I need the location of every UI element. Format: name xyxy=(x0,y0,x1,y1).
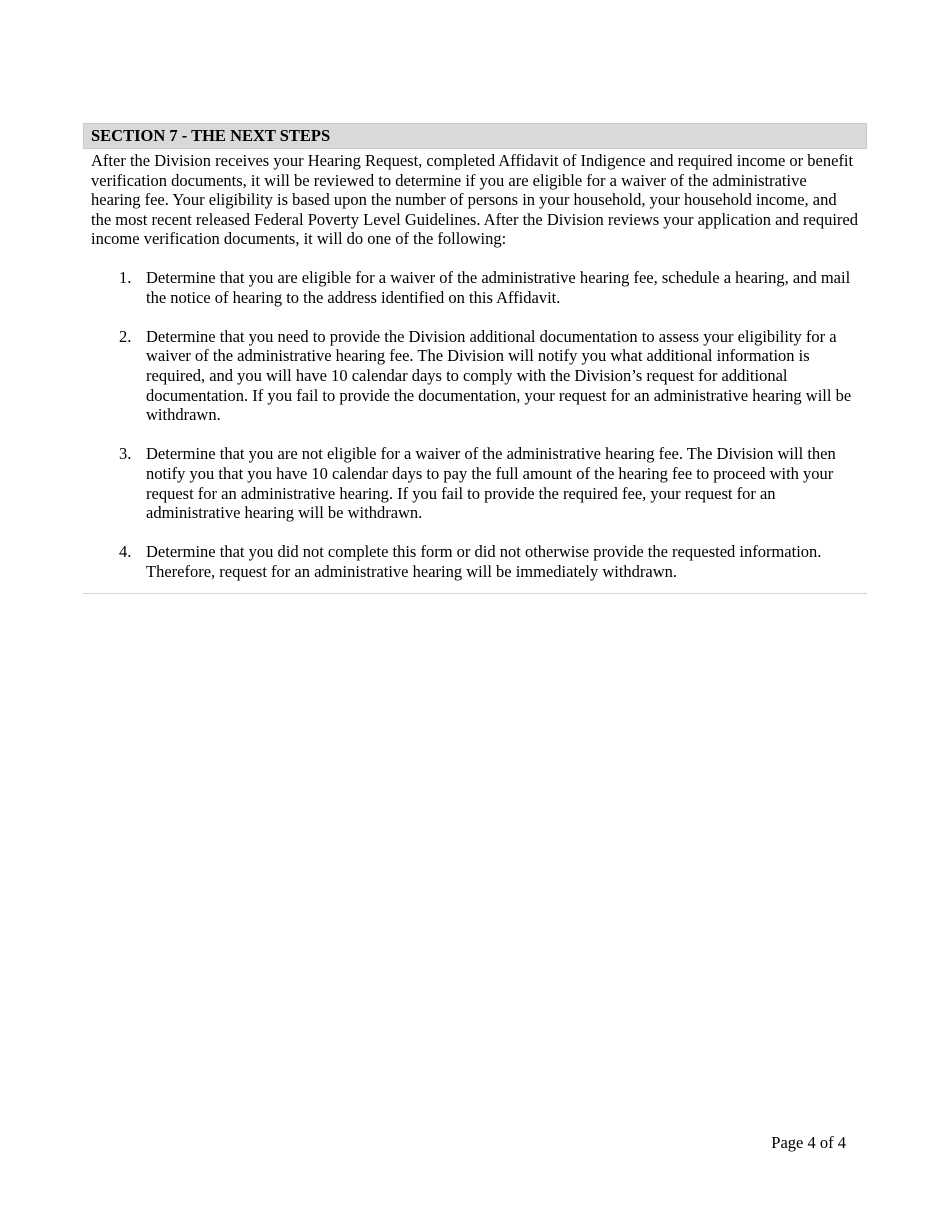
list-item-text: Determine that you are eligible for a waiver of the administrative hearing fee, schedule a hearing, and mail the notice of hearing to the address identified on this Affidavit. xyxy=(146,267,851,307)
steps-list xyxy=(83,268,867,582)
list-item-number: 1. xyxy=(119,267,132,287)
list-item-text: Determine that you did not complete this form or did not otherwise provide the requested information. Therefore, request for an administrative hearing will be immediately withdrawn. xyxy=(146,542,822,581)
section-header: SECTION 7 - THE NEXT STEPS xyxy=(83,123,867,149)
list-item-text: Determine that you are not eligible for a waiver of the administrative hearing fee. The Division will then notify you that you have 10 calendar days to pay the full amount of the hearing fee to proceed with your request for an administrative hearing. If you fail to provide the required fee, your request for an administrative hearing will be withdrawn. xyxy=(146,444,836,523)
intro-paragraph: After the Division receives your Hearing Request, completed Affidavit of Indigence and required income or benefit verification documents, it will be reviewed to determine if you are eligible for a waiver of the administrative hearing fee. Your eligibility is based upon the number of persons in your household, your household income, and the most recent released Federal Poverty Level Guidelines. After the Division reviews your application and required income verification documents, it will do one of the following: xyxy=(91,151,859,249)
list-item xyxy=(83,268,867,307)
list-item-number: 2. xyxy=(119,326,132,346)
section-7 xyxy=(83,123,867,594)
list-item-number: 4. xyxy=(119,542,132,562)
list-item xyxy=(83,444,867,522)
page-number: Page 4 of 4 xyxy=(771,1133,846,1152)
list-item xyxy=(83,327,867,425)
list-item-number: 3. xyxy=(119,444,132,464)
list-item xyxy=(83,542,867,581)
list-item-text: Determine that you need to provide the Division additional documentation to assess your eligibility for a waiver of the administrative hearing fee. The Division will notify you what additional information is required, and you will have 10 calendar days to comply with the Division’s request for additional documentation. If you fail to provide the documentation, your request for an administrative hearing will be withdrawn. xyxy=(146,326,852,425)
